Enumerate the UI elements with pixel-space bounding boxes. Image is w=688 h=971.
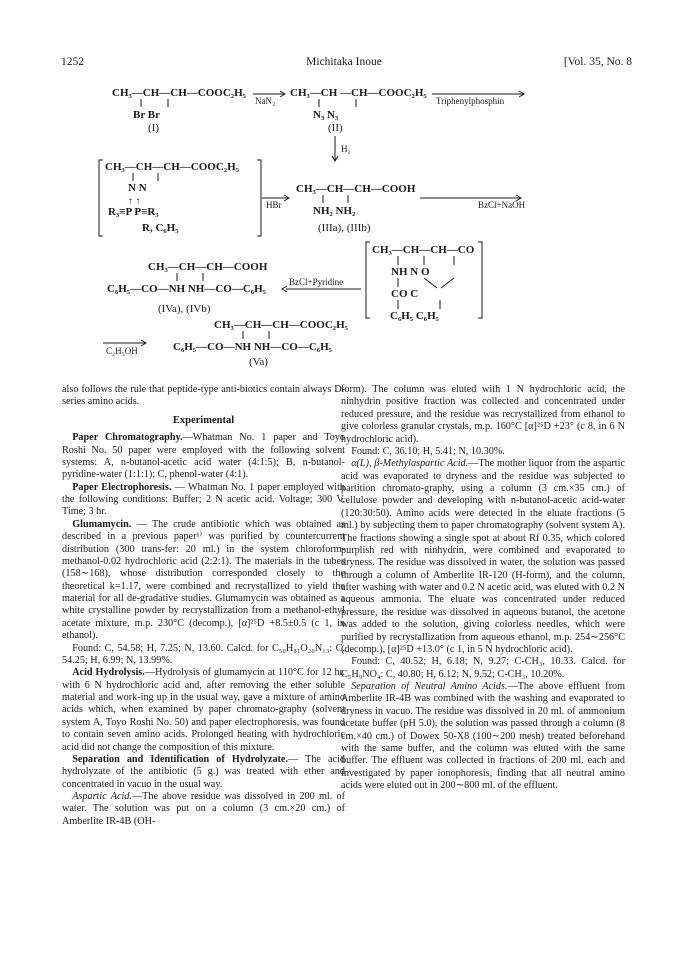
paragraph-paper-chromatography <box>62 432 345 482</box>
paragraph-neutral-amino-acids <box>341 681 625 792</box>
oxazolone-row2: NH N O <box>391 266 430 278</box>
paragraph-body: — The acid hydrolyzate of the antibiotic (5 g.) was treated with ether and concentrated in vacuo in the usual way. <box>62 753 345 790</box>
paragraph-title: Acid Hydrolysis. <box>72 667 145 679</box>
compound-IV-subs: C₆H₅—CO—NH NH—CO—C₆H₅ <box>107 283 266 295</box>
left-column <box>62 384 345 828</box>
bracket-left <box>99 160 103 236</box>
paragraph-title: Glumamycin. <box>72 518 132 530</box>
intermediate-phosphines: R₃≡P P≡R₃ <box>108 206 159 218</box>
compound-III-subs: NH₂ NH₂ <box>313 205 356 217</box>
intermediate-formula: CH₃—CH—CH—COOC₂H₅ <box>105 161 239 173</box>
oxazolone-row4: C₆H₅ C₆H₅ <box>390 310 439 322</box>
compound-V-subs: C₆H₅—CO—NH NH—CO—C₆H₅ <box>173 341 332 353</box>
paragraph-title: Aspartic Acid. <box>72 791 132 802</box>
section-heading: Experimental <box>172 414 235 426</box>
reagent-hbr: HBr <box>266 200 282 210</box>
compound-V-formula: CH₃—CH—CH—COOC₂H₅ <box>214 319 348 331</box>
paragraph-acid-hydrolysis <box>62 667 345 754</box>
bracket-right <box>478 242 482 318</box>
compound-I-subs: Br Br <box>133 109 160 121</box>
compound-II-subs: N₃ N₃ <box>313 109 339 121</box>
paragraph-paper-electrophoresis <box>62 482 345 519</box>
paragraph-body: — Whatman No. 1 paper employed with the following conditions: Buffer; 2 N acetic acid. Voltage; 300 V. Time; 3 hr. <box>62 481 345 518</box>
intermediate-r-group: R, C₆H₅ <box>142 222 179 234</box>
paragraph-analysis: Found: C, 40.52; H, 6.18; N, 9.27; C-CH₃, 10.33. Calcd. for C₅H₉NO₄: C, 40.80; H, 6.12; N, 9.52; C-CH₃, 10.20%. <box>341 656 625 680</box>
paragraph-methylaspartic-acid <box>341 458 625 656</box>
paragraph-body: —The above residue was dissolved in 200 ml. of water. The solution was put on a column (3 cm.×20 cm.) of Amberlite IR-4B (OH- <box>62 791 345 827</box>
paragraph-body: — The crude antibiotic which was obtained as described in a previous paper¹⁾ was purified by countercurrent distribution (300 trans-fer: 20 ml.) in the system chloroform-methanol-0.02 hydrochloric acid (2:2:1). The materials in the tubes (158∼168), whose distribution corresponded closely to the theoretical k=1.17, were combined and recrystallized to yield the material for all de-gradative studies. Glumamycin was obtained as a white crystalline powder by recrystallization from a methanol-ethyl acetate mixture, m.p. 230°C (decomp.), [α]²⁵D +8.5±0.5 (c 1, in ethanol). <box>62 518 345 642</box>
intro-paragraph: also follows the rule that peptide-type anti-biotics contain always D-series amino acids. <box>62 384 345 408</box>
bond <box>441 278 454 288</box>
intermediate-arrows: ↑ ↑ <box>128 196 141 207</box>
reagent-triphenylphosphine: Triphenylphosphin <box>436 96 505 106</box>
paragraph-analysis: Found: C, 36.10; H, 5.41; N, 10.30%. <box>351 445 505 457</box>
reagent-ethanol: C₂H₅OH <box>106 346 138 356</box>
oxazolone-row3: CO C <box>391 288 419 300</box>
paragraph-title: Paper Electrophoresis. <box>72 481 172 493</box>
reaction-scheme-drawing <box>0 80 688 380</box>
compound-III-label: (IIIa), (IIIb) <box>318 222 371 234</box>
running-author: Michitaka Inoue <box>306 56 382 68</box>
paragraph-body: —The mother liquor from the aspartic acid was evaporated to dryness and the residue was subjected to partition chromato-graphy, using a column (3 cm.×35 cm.) of cellulose powder and developing with n-butanol-acetic acid-water (120:30:50). Amino acids were detected in the eluate fractions (5 ml.) by subjecting them to paper chromatography (solvent system A). The fractions showing a single spot at about Rf 0.35, which colored purplish red with ninhydrin, were combined and evaporated to dryness. The residue was dissolved in water, the solution was passed through a column of Amberlite IR-120 (H-form), and the column, after washing with water and 0.2 N acetic acid, was eluted with 0.2 N aqueous ammonia. The eluate was concentrated under reduced pressure, the residue was dissolved in aqueous butanol, the acetone was added to the solution, giving colorless needles, which were purified by recrystallization from aqueous ethanol, m.p. 254∼256°C (decomp.), [α]²⁵D +13.0° (c 1, in 5 N hydrochloric acid). <box>341 458 625 655</box>
bracket-right <box>257 160 261 236</box>
reagent-bzcl-naoh: BzCl+NaOH <box>478 200 526 210</box>
compound-II-label: (II) <box>328 122 343 134</box>
paragraph-separation <box>62 754 345 791</box>
reaction-scheme <box>0 80 688 380</box>
compound-I-formula: CH₃—CH—CH—COOC₂H₅ <box>112 87 246 99</box>
paragraph-title: Separation and Identification of Hydrolyzate. <box>72 753 288 765</box>
reagent-nan3: NaN₃ <box>255 96 276 106</box>
paragraph-body: —The above effluent from Amberlite IR-4B was combined with the washing and evaporated to dryness in vacuo. The residue was dissolved in 20 ml. of ammonium acetate buffer (pH 5.0), the solution was passed through a column (8 cm.×40 cm.) of Dowex 50-X8 (100∼200 mesh) treated beforehand with the same buffer, and the column was eluted with the same buffer. The effluent was collected in fractions of 200 ml. each and investigated by paper ionophoresis, finding that all neutral amino acids were eluted out in 200∼800 ml. of the effluent. <box>341 681 625 791</box>
compound-IV-label: (IVa), (IVb) <box>158 303 211 315</box>
right-column <box>341 384 625 792</box>
paragraph-body: —Hydrolysis of glumamycin at 110°C for 12 hr. with 6 N hydrochloric acid and, after removing the ether soluble material and work-ing up in the usual way, gave a mixture of amino acids which, when examined by paper chromato-graphy (solvent system A, Toyo Roshi No. 50) and paper electrophoresis, was found to contain seven amino acids. Prolonged heating with hydrochloric acid did not change the composition of this mixture. <box>62 667 345 753</box>
reagent-h2: H₂ <box>341 144 351 154</box>
paragraph-body: —Whatman No. 1 paper and Toyo Roshi No. 50 paper were employed with the following solvent systems: A, n-butanol-acetic acid water (4:1:5); B, n-butanol-pyridine-water (1:1:1); C, phenol-water (4:1). <box>62 432 345 481</box>
paragraph-title: Separation of Neutral Amino Acids. <box>351 681 508 692</box>
bond <box>424 278 437 288</box>
paragraph-title: Paper Chromatography. <box>72 432 183 444</box>
compound-I-label: (I) <box>148 122 159 134</box>
compound-IV-formula: CH₃—CH—CH—COOH <box>148 261 268 273</box>
volume-info: [Vol. 35, No. 8 <box>563 56 632 68</box>
intermediate-nitrogens: N N <box>128 182 147 194</box>
paragraph-continued: form). The column was eluted with 1 N hydrochloric acid, the ninhydrin positive fraction was collected and concentrated under reduced pressure, and the residue was recrystallized from ethanol to give colorless granular crystals, m.p. 160°C [α]²⁵D +23° (c 8, in 6 N hydrochloric acid). <box>341 384 625 445</box>
paragraph-analysis: Found: C, 54.58; H, 7.25; N, 13.60. Calcd. for C₅₀H₈₁O₂₀N₁₃: C, 54.25; H, 6.99; N, 13.99%. <box>62 642 345 666</box>
compound-V-label: (Va) <box>249 356 268 368</box>
page-number: 1252 <box>61 56 84 68</box>
paragraph-aspartic-acid <box>62 791 345 828</box>
oxazolone-formula: CH₃—CH—CH—CO <box>372 244 475 256</box>
compound-II-formula: CH₃—CH —CH—COOC₂H₅ <box>290 87 427 99</box>
bracket-left <box>366 242 370 318</box>
paragraph-title: α(L), β-Methylaspartic Acid. <box>351 458 469 470</box>
page-header <box>0 56 688 72</box>
paragraph-glumamycin <box>62 519 345 643</box>
compound-III-formula: CH₃—CH—CH—COOH <box>296 183 416 195</box>
reagent-bzcl-pyridine: BzCl+Pyridine <box>289 277 344 287</box>
